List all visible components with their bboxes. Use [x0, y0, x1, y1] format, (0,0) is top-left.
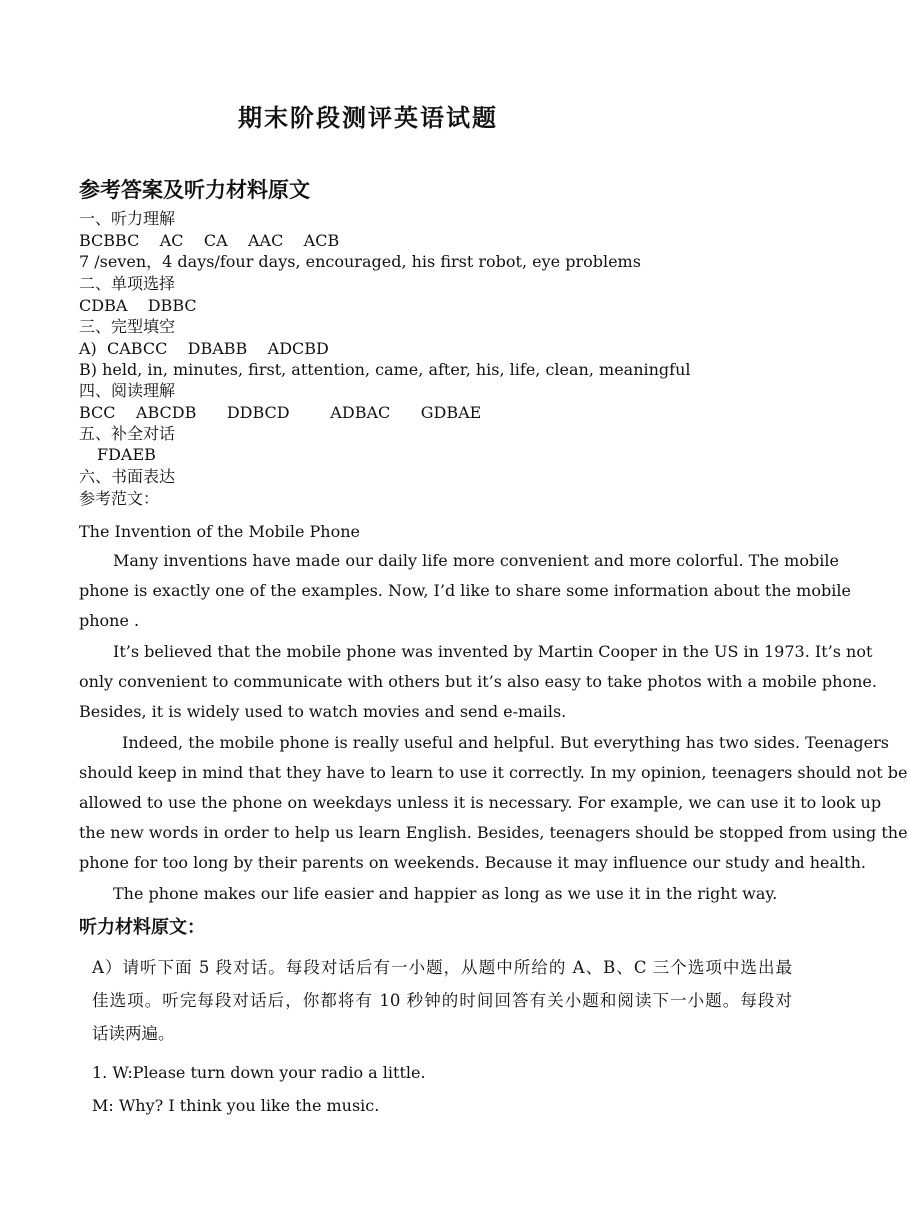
- essay-title: The Invention of the Mobile Phone: [79, 522, 360, 541]
- instruction-line: A）请听下面 5 段对话。每段对话后有一小题，从题中所给的 A、B、C 三个选项中选出最: [92, 958, 792, 977]
- essay-line: allowed to use the phone on weekdays unless it is necessary. For example, we can use it to look up: [79, 793, 882, 812]
- answer-line: 7 /seven，4 days/four days, encouraged, his first robot, eye problems: [79, 252, 641, 271]
- dialogue-line: M: Why? I think you like the music.: [92, 1096, 380, 1115]
- essay-line: should keep in mind that they have to learn to use it correctly. In my opinion, teenagers should not be: [79, 763, 908, 782]
- sample-label: 参考范文：: [79, 489, 160, 508]
- answers-heading: 参考答案及听力材料原文: [79, 177, 310, 202]
- instruction-line: 佳选项。听完每段对话后，你都将有 10 秒钟的时间回答有关小题和阅读下一小题。每段对: [92, 991, 792, 1010]
- answer-line: BCBBC AC CA AAC ACB: [79, 231, 340, 250]
- essay-line: only convenient to communicate with others but it’s also easy to take photos with a mobile phone.: [79, 672, 877, 691]
- section-heading-cloze: 三、完型填空: [79, 317, 176, 336]
- essay-line: phone for too long by their parents on weekends. Because it may influence our study and health.: [79, 853, 866, 872]
- listening-heading: 听力材料原文：: [79, 917, 205, 938]
- essay-line: The phone makes our life easier and happier as long as we use it in the right way.: [113, 884, 778, 903]
- essay-line: the new words in order to help us learn English. Besides, teenagers should be stopped from using the: [79, 823, 908, 842]
- answer-line: BCC ABCDB DDBCD ADBAC GDBAE: [79, 403, 482, 422]
- answer-line: B) held, in, minutes, first, attention, came, after, his, life, clean, meaningful: [79, 360, 691, 379]
- essay-paragraph: [79, 728, 908, 878]
- essay-line: Besides, it is widely used to watch movies and send e-mails.: [79, 702, 567, 721]
- essay-line: Indeed, the mobile phone is really useful and helpful. But everything has two sides. Teenagers: [122, 733, 889, 752]
- section-heading-listening: 一、听力理解: [79, 209, 176, 228]
- section-heading-writing: 六、书面表达: [79, 467, 176, 486]
- answer-line: A) CABCC DBABB ADCBD: [79, 339, 329, 358]
- answer-line: FDAEB: [97, 445, 156, 464]
- essay-paragraph: [79, 879, 791, 909]
- essay-line: It’s believed that the mobile phone was invented by Martin Cooper in the US in 1973. It’s not: [113, 642, 873, 661]
- essay-paragraph: [79, 546, 851, 636]
- instruction-line: 话读两遍。: [92, 1024, 175, 1043]
- essay-line: phone is exactly one of the examples. Now, I’d like to share some information about the mobile: [79, 581, 851, 600]
- dialogue-line: 1. W:Please turn down your radio a little.: [92, 1063, 426, 1082]
- essay-paragraph: [79, 637, 877, 727]
- listening-instructions: [92, 951, 792, 1050]
- section-heading-single-choice: 二、单项选择: [79, 274, 176, 293]
- section-heading-dialogue: 五、补全对话: [79, 424, 176, 443]
- answer-line: CDBA DBBC: [79, 296, 197, 315]
- essay-line: phone .: [79, 611, 140, 630]
- page-title: 期末阶段测评英语试题: [238, 103, 498, 132]
- section-heading-reading: 四、阅读理解: [79, 381, 176, 400]
- essay-line: Many inventions have made our daily life more convenient and more colorful. The mobile: [113, 551, 839, 570]
